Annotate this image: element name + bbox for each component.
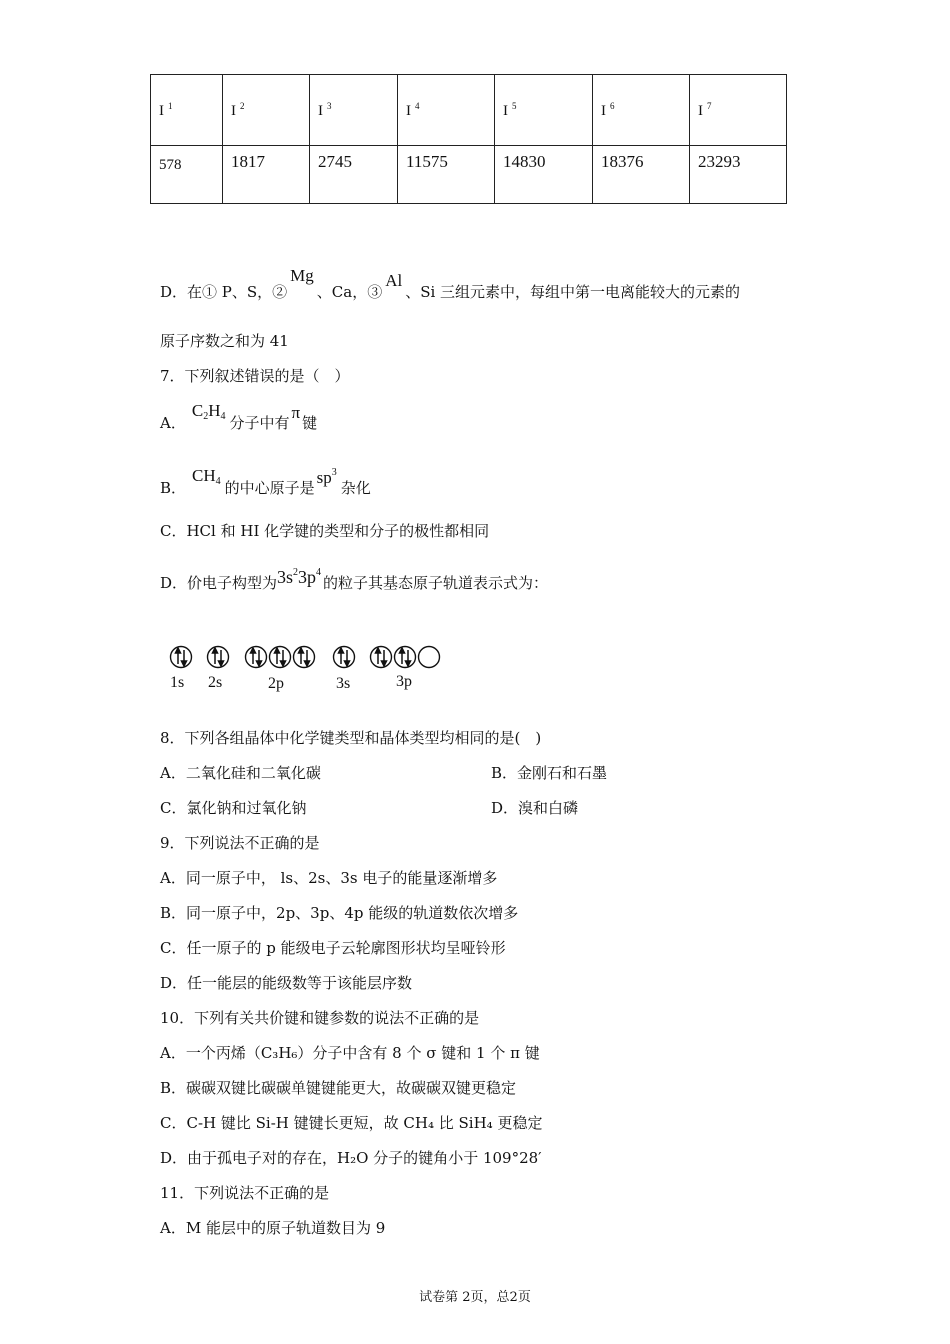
orbital-3p-2 <box>395 647 416 668</box>
orbital-label-3p: 3p <box>396 673 412 690</box>
q8-option-c: C．氯化钠和过氧化钠 <box>160 799 307 817</box>
table-header-cell: I $^4$ <box>398 75 495 146</box>
q6-option-d-line2: 原子序数之和为 41 <box>160 332 289 350</box>
valence-configuration: $3s^23p^4$ <box>277 567 322 587</box>
table-cell: 11575 <box>398 146 495 204</box>
table-header-cell: I $^6$ <box>593 75 690 146</box>
q8-option-b: B．金刚石和石墨 <box>491 764 608 782</box>
q9-option-a: A．同一原子中， ls、2s、3s 电子的能量逐渐增多 <box>160 869 498 887</box>
q7b-text: 的中心原子是 <box>224 479 315 497</box>
q10-option-a: A．一个丙烯（C₃H₆）分子中含有 8 个 σ 键和 1 个 π 键 <box>160 1044 540 1062</box>
orbital-label-1s: 1s <box>170 674 185 691</box>
table-header-row <box>151 75 787 146</box>
q11-option-a: A．M 能层中的原子轨道数目为 9 <box>160 1219 386 1237</box>
table-header-cell: I $^7$ <box>690 75 787 146</box>
option-label: A． <box>160 414 186 432</box>
orbital-3p-1 <box>371 647 392 668</box>
q7-option-d <box>160 568 548 593</box>
q7-option-a <box>160 401 318 439</box>
table-cell: 18376 <box>593 146 690 204</box>
table-cell: 14830 <box>495 146 593 204</box>
orbital-2p-3 <box>294 647 315 668</box>
table-cell: 578 <box>151 146 223 204</box>
al-symbol: Al <box>385 271 403 290</box>
q7d-text: 的粒子其基态原子轨道表示式为： <box>323 574 549 592</box>
orbital-2p-2 <box>270 647 291 668</box>
orbital-3s <box>334 647 355 668</box>
q10-option-d: D．由于孤电子对的存在，H₂O 分子的键角小于 109°28′ <box>160 1149 542 1167</box>
q10-stem: 10．下列有关共价键和键参数的说法不正确的是 <box>160 1009 480 1027</box>
table-header-cell: I $^1$ <box>151 75 223 146</box>
orbital-label-2p: 2p <box>268 675 284 692</box>
q7-stem: 7．下列叙述错误的是（ ） <box>160 367 350 385</box>
mg-symbol: Mg <box>290 266 314 285</box>
orbital-3p-3 <box>419 647 440 668</box>
q10-option-c: C．C-H 键比 Si-H 键键长更短，故 CH₄ 比 SiH₄ 更稳定 <box>160 1114 543 1132</box>
option-label: B． <box>160 479 187 497</box>
orbital-boxes <box>166 644 456 674</box>
table-cell: 23293 <box>690 146 787 204</box>
orbital-2s <box>208 647 229 668</box>
orbital-label-3s: 3s <box>336 675 351 692</box>
q6d-text: 、Ca，③ <box>316 283 383 301</box>
orbital-2p-1 <box>246 647 267 668</box>
q9-option-d: D．任一能层的能级数等于该能层序数 <box>160 974 413 992</box>
q6d-text: D．在① P、S，② <box>160 283 288 301</box>
q8-option-d: D．溴和白磷 <box>491 799 579 817</box>
q9-option-c: C．任一原子的 p 能级电子云轮廓图形状均呈哑铃形 <box>160 939 506 957</box>
q7d-text: D．价电子构型为 <box>160 574 278 592</box>
orbital-1s <box>171 647 192 668</box>
q7-option-c: C．HCl 和 HI 化学键的类型和分子的极性都相同 <box>160 522 490 540</box>
q10-option-b: B．碳碳双键比碳碳单键键能更大，故碳碳双键更稳定 <box>160 1079 517 1097</box>
q7a-text: 键 <box>302 414 318 432</box>
table-header-cell: I $^3$ <box>310 75 398 146</box>
q7b-text: 杂化 <box>340 479 371 497</box>
table-header-cell: I $^2$ <box>223 75 310 146</box>
q7a-text: 分子中有 <box>229 414 290 432</box>
q9-stem: 9．下列说法不正确的是 <box>160 834 320 852</box>
c2h4-formula: $C_2H_4$ <box>191 401 226 422</box>
page-footer: 试卷第 2页，总2页 <box>419 1290 531 1305</box>
ionization-energy-table <box>150 74 787 204</box>
table-cell: 2745 <box>310 146 398 204</box>
q11-stem: 11．下列说法不正确的是 <box>160 1184 330 1202</box>
ch4-formula: $CH_4$ <box>192 466 221 487</box>
q6d-text: 、Si 三组元素中，每组中第一电离能较大的元素的 <box>405 283 741 301</box>
q9-option-b: B．同一原子中，2p、3p、4p 能级的轨道数依次增多 <box>160 904 519 922</box>
q8-option-a: A．二氧化硅和二氧化碳 <box>160 764 321 782</box>
table-row <box>151 146 787 204</box>
table-cell: 1817 <box>223 146 310 204</box>
q8-stem: 8．下列各组晶体中化学键类型和晶体类型均相同的是( ) <box>160 729 542 747</box>
q6-option-d <box>160 266 741 302</box>
table-header-cell: I $^5$ <box>495 75 593 146</box>
orbital-diagram <box>166 644 456 674</box>
orbital-label-2s: 2s <box>208 674 223 691</box>
pi-symbol: π <box>291 403 301 422</box>
sp3-label: $sp^3$ <box>316 467 337 487</box>
q7-option-b <box>160 466 371 504</box>
